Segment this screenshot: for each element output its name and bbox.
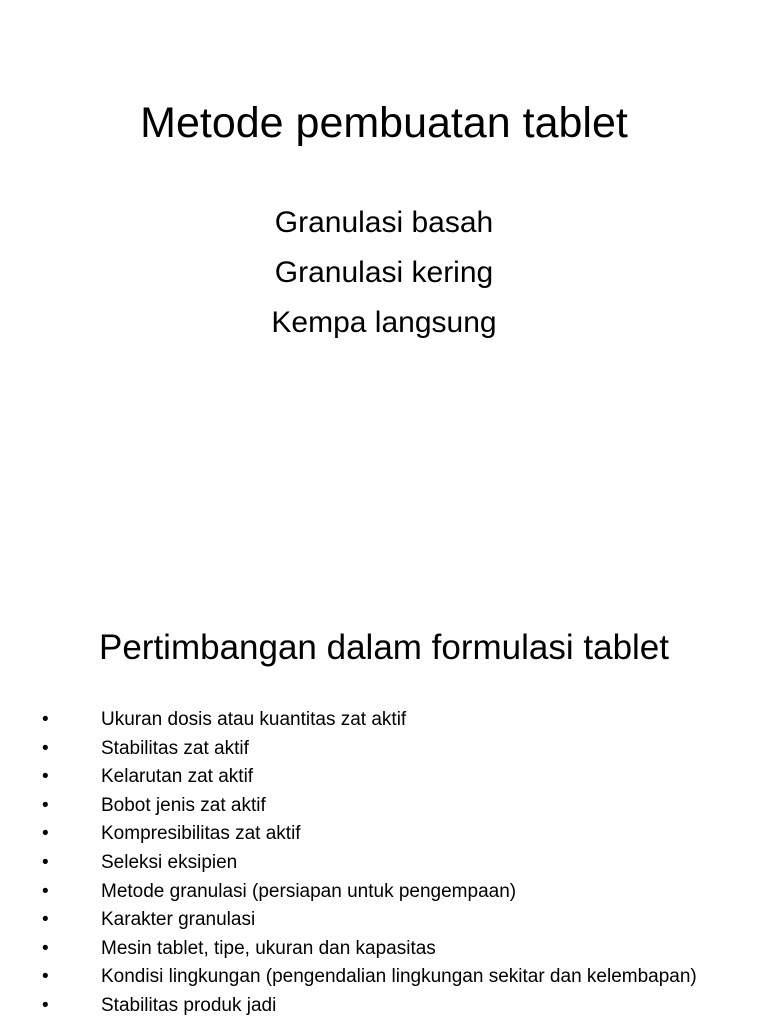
bullet-icon: • [42, 966, 49, 988]
bullet-icon: • [42, 823, 49, 845]
list-item-text: Stabilitas produk jadi [101, 994, 277, 1016]
list-item [0, 824, 768, 844]
list-item-text: Stabilitas zat aktif [101, 737, 249, 759]
bullet-icon: • [42, 937, 49, 959]
method-item: Granulasi kering [274, 256, 494, 289]
list-item [0, 853, 768, 873]
list-item-text: Seleksi eksipien [101, 851, 238, 873]
list-item-text: Karakter granulasi [101, 909, 256, 931]
list-item-text: Kondisi lingkungan (pengendalian lingkungan sekitar dan kelembapan) [101, 966, 697, 988]
bullet-icon: • [42, 766, 49, 788]
list-item [0, 882, 768, 902]
method-item: Granulasi basah [274, 206, 494, 239]
list-item-text: Kelarutan zat aktif [101, 766, 254, 788]
methods-list [0, 198, 768, 348]
bullet-icon: • [42, 851, 49, 873]
list-item-text: Ukuran dosis atau kuantitas zat aktif [101, 709, 407, 730]
list-item [0, 767, 768, 787]
method-item: Kempa langsung [271, 306, 497, 339]
bullet-icon: • [42, 737, 49, 759]
bullet-icon: • [42, 909, 49, 931]
considerations-list [0, 710, 768, 1025]
list-item [0, 796, 768, 816]
list-item [0, 739, 768, 759]
slide-title: Metode pembuatan tablet [140, 99, 628, 147]
list-item-text: Metode granulasi (persiapan untuk pengempaan) [101, 880, 517, 902]
slide-title: Pertimbangan dalam formulasi tablet [98, 628, 669, 667]
bullet-icon: • [42, 794, 49, 816]
slide-considerations [0, 600, 768, 1024]
bullet-icon: • [42, 709, 49, 730]
list-item [0, 996, 768, 1016]
bullet-icon: • [42, 880, 49, 902]
list-item [0, 910, 768, 930]
list-item-text: Kompresibilitas zat aktif [101, 823, 301, 845]
list-item-text: Mesin tablet, tipe, ukuran dan kapasitas [101, 937, 436, 959]
list-item [0, 967, 768, 987]
list-item [0, 710, 768, 730]
bullet-icon: • [42, 994, 49, 1016]
list-item-text: Bobot jenis zat aktif [101, 794, 266, 816]
list-item [0, 939, 768, 959]
